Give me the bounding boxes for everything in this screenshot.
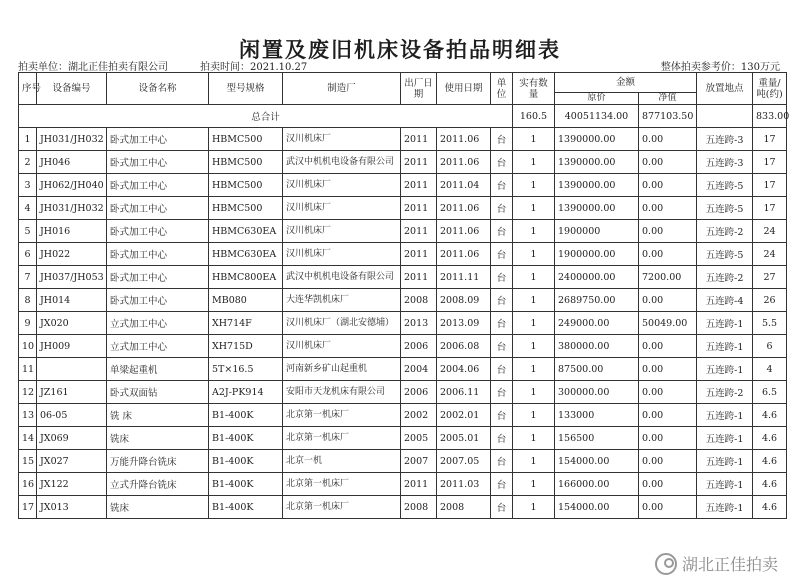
cell-net: 0.00 — [639, 197, 697, 220]
table-row — [19, 220, 787, 243]
cell-name: 立式升降台铣床 — [107, 473, 209, 496]
cell-seq: 11 — [19, 358, 37, 381]
table-row — [19, 312, 787, 335]
cell-net: 0.00 — [639, 496, 697, 519]
cell-seq: 2 — [19, 151, 37, 174]
table-row — [19, 151, 787, 174]
cell-net: 0.00 — [639, 404, 697, 427]
cell-weight: 4.6 — [753, 496, 787, 519]
cell-maker: 汉川机床厂 — [283, 128, 401, 151]
cell-net: 0.00 — [639, 289, 697, 312]
table-row — [19, 358, 787, 381]
cell-maker: 汉川机床厂（湖北安德埔） — [283, 312, 401, 335]
cell-date: 2011 — [401, 151, 437, 174]
cell-net: 0.00 — [639, 427, 697, 450]
cell-orig: 87500.00 — [555, 358, 639, 381]
cell-use: 2006.11 — [437, 381, 491, 404]
cell-seq: 12 — [19, 381, 37, 404]
cell-name: 卧式加工中心 — [107, 289, 209, 312]
cell-loc: 五连跨-5 — [697, 174, 753, 197]
cell-loc: 五连跨-1 — [697, 450, 753, 473]
watermark — [655, 552, 778, 575]
cell-orig: 2400000.00 — [555, 266, 639, 289]
cell-weight: 17 — [753, 128, 787, 151]
total-qty: 160.5 — [513, 105, 555, 128]
table-row — [19, 450, 787, 473]
cell-loc: 五连跨-3 — [697, 151, 753, 174]
cell-weight: 4.6 — [753, 473, 787, 496]
cell-net: 0.00 — [639, 128, 697, 151]
cell-net: 0.00 — [639, 335, 697, 358]
cell-net: 0.00 — [639, 358, 697, 381]
table-row — [19, 473, 787, 496]
cell-net: 0.00 — [639, 381, 697, 404]
cell-code: JH062/JH040 — [37, 174, 107, 197]
cell-qty: 1 — [513, 496, 555, 519]
total-label: 总合计 — [19, 105, 513, 128]
equipment-table — [18, 72, 790, 519]
cell-orig: 166000.00 — [555, 473, 639, 496]
cell-use: 2008.09 — [437, 289, 491, 312]
cell-unit: 台 — [491, 174, 513, 197]
header-maker: 制造厂 — [283, 73, 401, 105]
cell-unit: 台 — [491, 128, 513, 151]
cell-net: 7200.00 — [639, 266, 697, 289]
cell-date: 2002 — [401, 404, 437, 427]
cell-name: 铣 床 — [107, 404, 209, 427]
cell-maker: 汉川机床厂 — [283, 220, 401, 243]
cell-seq: 1 — [19, 128, 37, 151]
cell-orig: 1390000.00 — [555, 151, 639, 174]
table-row — [19, 197, 787, 220]
cell-code: JH009 — [37, 335, 107, 358]
cell-unit: 台 — [491, 381, 513, 404]
cell-model: B1-400K — [209, 427, 283, 450]
cell-qty: 1 — [513, 128, 555, 151]
cell-date: 2011 — [401, 128, 437, 151]
cell-model: HBMC800EA — [209, 266, 283, 289]
cell-code: JH014 — [37, 289, 107, 312]
cell-orig: 154000.00 — [555, 450, 639, 473]
cell-name: 卧式加工中心 — [107, 243, 209, 266]
cell-loc: 五连跨-2 — [697, 381, 753, 404]
cell-date: 2011 — [401, 174, 437, 197]
cell-seq: 16 — [19, 473, 37, 496]
cell-use: 2008 — [437, 496, 491, 519]
cell-seq: 7 — [19, 266, 37, 289]
header-location: 放置地点 — [697, 73, 753, 105]
cell-orig: 154000.00 — [555, 496, 639, 519]
cell-model: HBMC630EA — [209, 220, 283, 243]
cell-code: JX027 — [37, 450, 107, 473]
cell-name: 卧式加工中心 — [107, 266, 209, 289]
cell-loc: 五连跨-3 — [697, 128, 753, 151]
cell-code: JH037/JH053 — [37, 266, 107, 289]
cell-seq: 6 — [19, 243, 37, 266]
cell-weight: 4 — [753, 358, 787, 381]
cell-model: XH714F — [209, 312, 283, 335]
cell-qty: 1 — [513, 243, 555, 266]
cell-maker: 武汉中机机电设备有限公司 — [283, 266, 401, 289]
cell-code: JX069 — [37, 427, 107, 450]
cell-model: A2J-PK914 — [209, 381, 283, 404]
cell-date: 2011 — [401, 197, 437, 220]
cell-net: 0.00 — [639, 243, 697, 266]
header-name: 设备名称 — [107, 73, 209, 105]
cell-name: 卧式加工中心 — [107, 197, 209, 220]
cell-orig: 300000.00 — [555, 381, 639, 404]
cell-orig: 133000 — [555, 404, 639, 427]
cell-qty: 1 — [513, 312, 555, 335]
cell-qty: 1 — [513, 404, 555, 427]
cell-date: 2006 — [401, 381, 437, 404]
cell-use: 2011.06 — [437, 197, 491, 220]
header-use-date: 使用日期 — [437, 73, 491, 105]
cell-code: JH022 — [37, 243, 107, 266]
table-row — [19, 266, 787, 289]
cell-name: 卧式加工中心 — [107, 128, 209, 151]
total-location — [697, 105, 753, 128]
cell-loc: 五连跨-1 — [697, 427, 753, 450]
cell-unit: 台 — [491, 358, 513, 381]
header-seq: 序号 — [19, 73, 37, 105]
cell-unit: 台 — [491, 427, 513, 450]
cell-use: 2011.06 — [437, 151, 491, 174]
cell-seq: 8 — [19, 289, 37, 312]
cell-maker: 武汉中机机电设备有限公司 — [283, 151, 401, 174]
auction-unit: 拍卖单位：湖北正佳拍卖有限公司 — [18, 62, 168, 73]
cell-orig: 380000.00 — [555, 335, 639, 358]
cell-weight: 26 — [753, 289, 787, 312]
cell-unit: 台 — [491, 404, 513, 427]
auction-time: 拍卖时间：2021.10.27 — [200, 62, 308, 73]
cell-use: 2007.05 — [437, 450, 491, 473]
cell-qty: 1 — [513, 358, 555, 381]
cell-seq: 14 — [19, 427, 37, 450]
cell-loc: 五连跨-1 — [697, 496, 753, 519]
table-row — [19, 427, 787, 450]
header-weight: 重量/吨(约) — [753, 73, 787, 105]
cell-use: 2011.06 — [437, 220, 491, 243]
cell-weight: 6.5 — [753, 381, 787, 404]
total-row — [19, 105, 787, 128]
cell-loc: 五连跨-1 — [697, 473, 753, 496]
cell-unit: 台 — [491, 289, 513, 312]
header-net: 净值 — [639, 93, 697, 105]
cell-seq: 13 — [19, 404, 37, 427]
cell-model: HBMC500 — [209, 128, 283, 151]
cell-use: 2011.04 — [437, 174, 491, 197]
cell-date: 2004 — [401, 358, 437, 381]
cell-name: 卧式加工中心 — [107, 151, 209, 174]
total-weight: 833.00 — [753, 105, 787, 128]
cell-maker: 河南新乡矿山起重机 — [283, 358, 401, 381]
document-title: 闲置及废旧机床设备拍品明细表 — [239, 37, 561, 62]
cell-net: 0.00 — [639, 151, 697, 174]
cell-unit: 台 — [491, 312, 513, 335]
wechat-icon — [655, 553, 677, 575]
cell-name: 卧式双面钻 — [107, 381, 209, 404]
cell-name: 卧式加工中心 — [107, 174, 209, 197]
cell-orig: 156500 — [555, 427, 639, 450]
cell-use: 2011.11 — [437, 266, 491, 289]
cell-weight: 4.6 — [753, 404, 787, 427]
cell-net: 0.00 — [639, 174, 697, 197]
cell-maker: 安阳市天龙机床有限公司 — [283, 381, 401, 404]
cell-maker: 北京第一机床厂 — [283, 404, 401, 427]
cell-code: JH046 — [37, 151, 107, 174]
cell-model: B1-400K — [209, 473, 283, 496]
cell-use: 2011.06 — [437, 243, 491, 266]
cell-use: 2011.06 — [437, 128, 491, 151]
cell-weight: 4.6 — [753, 450, 787, 473]
cell-unit: 台 — [491, 266, 513, 289]
cell-model: HBMC500 — [209, 151, 283, 174]
cell-weight: 5.5 — [753, 312, 787, 335]
cell-name: 铣床 — [107, 496, 209, 519]
cell-model: MB080 — [209, 289, 283, 312]
cell-unit: 台 — [491, 496, 513, 519]
cell-orig: 1390000.00 — [555, 174, 639, 197]
cell-date: 2011 — [401, 243, 437, 266]
cell-name: 万能升降台铣床 — [107, 450, 209, 473]
cell-code: JH031/JH032 — [37, 128, 107, 151]
cell-maker: 汉川机床厂 — [283, 197, 401, 220]
cell-loc: 五连跨-2 — [697, 220, 753, 243]
cell-orig: 1900000 — [555, 220, 639, 243]
cell-unit: 台 — [491, 473, 513, 496]
cell-name: 立式加工中心 — [107, 335, 209, 358]
cell-unit: 台 — [491, 450, 513, 473]
header-model: 型号规格 — [209, 73, 283, 105]
cell-seq: 9 — [19, 312, 37, 335]
total-net: 877103.50 — [639, 105, 697, 128]
cell-loc: 五连跨-1 — [697, 312, 753, 335]
cell-name: 卧式加工中心 — [107, 220, 209, 243]
header-unit: 单位 — [491, 73, 513, 105]
cell-use: 2002.01 — [437, 404, 491, 427]
cell-qty: 1 — [513, 197, 555, 220]
cell-seq: 4 — [19, 197, 37, 220]
cell-weight: 24 — [753, 220, 787, 243]
reference-price: 整体拍卖参考价：130万元 — [660, 62, 780, 73]
cell-qty: 1 — [513, 174, 555, 197]
cell-code: JX013 — [37, 496, 107, 519]
cell-loc: 五连跨-5 — [697, 197, 753, 220]
cell-code: JZ161 — [37, 381, 107, 404]
cell-maker: 北京第一机床厂 — [283, 427, 401, 450]
cell-loc: 五连跨-4 — [697, 289, 753, 312]
cell-maker: 汉川机床厂 — [283, 243, 401, 266]
cell-model: XH715D — [209, 335, 283, 358]
cell-qty: 1 — [513, 427, 555, 450]
table-row — [19, 243, 787, 266]
cell-qty: 1 — [513, 381, 555, 404]
cell-orig: 2689750.00 — [555, 289, 639, 312]
watermark-text: 湖北正佳拍卖 — [681, 555, 778, 574]
cell-qty: 1 — [513, 220, 555, 243]
cell-seq: 17 — [19, 496, 37, 519]
cell-loc: 五连跨-1 — [697, 358, 753, 381]
cell-weight: 24 — [753, 243, 787, 266]
total-orig: 40051134.00 — [555, 105, 639, 128]
cell-weight: 27 — [753, 266, 787, 289]
cell-maker: 北京一机 — [283, 450, 401, 473]
cell-loc: 五连跨-5 — [697, 243, 753, 266]
cell-seq: 15 — [19, 450, 37, 473]
header-amount: 金额 — [555, 73, 697, 93]
cell-model: 5T×16.5 — [209, 358, 283, 381]
cell-date: 2006 — [401, 335, 437, 358]
cell-unit: 台 — [491, 151, 513, 174]
cell-maker: 北京第一机床厂 — [283, 473, 401, 496]
cell-name: 单梁起重机 — [107, 358, 209, 381]
cell-model: B1-400K — [209, 496, 283, 519]
table-row — [19, 381, 787, 404]
cell-date: 2013 — [401, 312, 437, 335]
cell-net: 0.00 — [639, 473, 697, 496]
cell-loc: 五连跨-1 — [697, 404, 753, 427]
cell-orig: 1900000.00 — [555, 243, 639, 266]
cell-maker: 北京第一机床厂 — [283, 496, 401, 519]
cell-date: 2008 — [401, 496, 437, 519]
table-row — [19, 335, 787, 358]
cell-date: 2011 — [401, 473, 437, 496]
cell-model: B1-400K — [209, 450, 283, 473]
cell-date: 2011 — [401, 220, 437, 243]
cell-code: JX020 — [37, 312, 107, 335]
cell-qty: 1 — [513, 289, 555, 312]
cell-seq: 5 — [19, 220, 37, 243]
cell-name: 立式加工中心 — [107, 312, 209, 335]
cell-date: 2011 — [401, 266, 437, 289]
table-row — [19, 174, 787, 197]
cell-use: 2006.08 — [437, 335, 491, 358]
cell-model: HBMC500 — [209, 197, 283, 220]
table-row — [19, 289, 787, 312]
cell-weight: 17 — [753, 197, 787, 220]
cell-date: 2008 — [401, 289, 437, 312]
cell-code: JX122 — [37, 473, 107, 496]
cell-code: JH031/JH032 — [37, 197, 107, 220]
cell-weight: 17 — [753, 151, 787, 174]
table-row — [19, 404, 787, 427]
cell-unit: 台 — [491, 220, 513, 243]
cell-seq: 10 — [19, 335, 37, 358]
cell-use: 2004.06 — [437, 358, 491, 381]
cell-maker: 汉川机床厂 — [283, 174, 401, 197]
table-row — [19, 128, 787, 151]
cell-unit: 台 — [491, 197, 513, 220]
cell-use: 2011.03 — [437, 473, 491, 496]
cell-code: 06-05 — [37, 404, 107, 427]
cell-code: JH016 — [37, 220, 107, 243]
cell-use: 2005.01 — [437, 427, 491, 450]
cell-date: 2005 — [401, 427, 437, 450]
cell-loc: 五连跨-1 — [697, 335, 753, 358]
cell-unit: 台 — [491, 243, 513, 266]
cell-orig: 1390000.00 — [555, 128, 639, 151]
cell-qty: 1 — [513, 335, 555, 358]
cell-maker: 汉川机床厂 — [283, 335, 401, 358]
cell-qty: 1 — [513, 266, 555, 289]
cell-weight: 4.6 — [753, 427, 787, 450]
cell-model: B1-400K — [209, 404, 283, 427]
cell-net: 0.00 — [639, 220, 697, 243]
cell-orig: 1390000.00 — [555, 197, 639, 220]
cell-code — [37, 358, 107, 381]
cell-weight: 17 — [753, 174, 787, 197]
cell-model: HBMC630EA — [209, 243, 283, 266]
cell-orig: 249000.00 — [555, 312, 639, 335]
cell-maker: 大连华凯机床厂 — [283, 289, 401, 312]
cell-name: 铣床 — [107, 427, 209, 450]
header-orig: 原价 — [555, 93, 639, 105]
cell-qty: 1 — [513, 450, 555, 473]
cell-loc: 五连跨-2 — [697, 266, 753, 289]
cell-qty: 1 — [513, 473, 555, 496]
cell-unit: 台 — [491, 335, 513, 358]
header-qty: 实有数量 — [513, 73, 555, 105]
cell-date: 2007 — [401, 450, 437, 473]
cell-net: 50049.00 — [639, 312, 697, 335]
cell-use: 2013.09 — [437, 312, 491, 335]
cell-net: 0.00 — [639, 450, 697, 473]
cell-qty: 1 — [513, 151, 555, 174]
header-code: 设备编号 — [37, 73, 107, 105]
cell-model: HBMC500 — [209, 174, 283, 197]
header-date: 出厂日期 — [401, 73, 437, 105]
cell-seq: 3 — [19, 174, 37, 197]
cell-weight: 6 — [753, 335, 787, 358]
table-row — [19, 496, 787, 519]
